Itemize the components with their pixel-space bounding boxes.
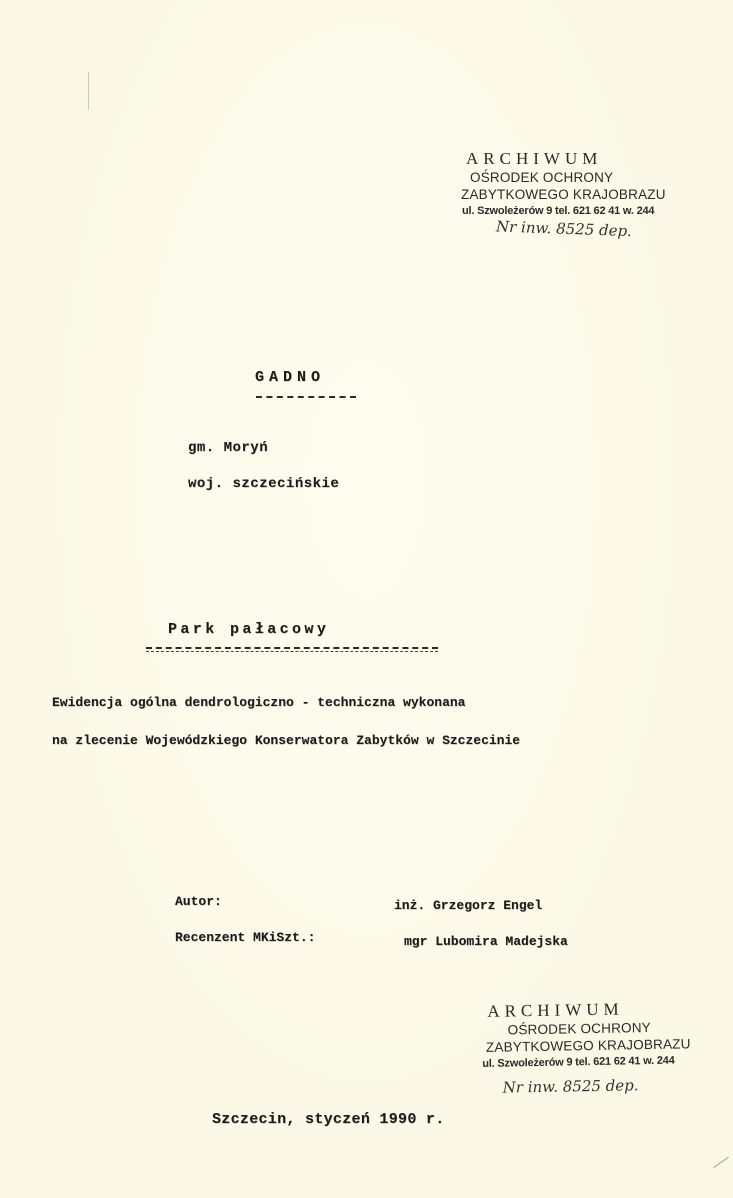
- stamp-line-1: OŚRODEK OCHRONY: [470, 170, 614, 185]
- stamp-line-2: ZABYTKOWEGO KRAJOBRAZU: [461, 187, 666, 202]
- document-title-underline: [146, 647, 438, 649]
- municipality: gm. Moryń: [188, 440, 269, 456]
- voivodeship: woj. szczecińskie: [188, 476, 340, 492]
- stamp-line-1: OŚRODEK OCHRONY: [507, 1020, 652, 1038]
- stamp-line-2: ZABYTKOWEGO KRAJOBRAZU: [485, 1036, 691, 1055]
- description-line-2: na zlecenie Wojewódzkiego Konserwatora Zabytków w Szczecinie: [52, 733, 521, 748]
- stamp-address: ul. Szwoleżerów 9 tel. 621 62 41 w. 244: [482, 1054, 675, 1070]
- author-label: Autor:: [175, 894, 222, 909]
- stamp-inventory-number: Nr inw. 8525 dep.: [495, 217, 633, 241]
- document-title-underline-second: [146, 651, 438, 652]
- scan-edge-mark: [88, 72, 89, 110]
- place-name-underline: [256, 396, 356, 398]
- stamp-inventory-number: Nr inw. 8525 dep.: [502, 1076, 639, 1097]
- scan-corner-mark: [713, 1157, 728, 1168]
- place-and-date: Szczecin, styczeń 1990 r.: [212, 1111, 445, 1128]
- document-title: Park pałacowy: [168, 621, 330, 638]
- reviewer-name: mgr Lubomira Madejska: [404, 934, 568, 949]
- reviewer-label: Recenzent MKiSzt.:: [175, 930, 316, 945]
- place-name: GADNO: [255, 369, 326, 386]
- stamp-title: ARCHIWUM: [466, 149, 603, 168]
- archive-stamp-top: [460, 149, 680, 239]
- author-name: inż. Grzegorz Engel: [394, 898, 543, 913]
- stamp-address: ul. Szwoleżerów 9 tel. 621 62 41 w. 244: [462, 205, 655, 217]
- description-line-1: Ewidencja ogólna dendrologiczno - techniczna wykonana: [52, 695, 466, 710]
- archive-stamp-bottom: [479, 998, 711, 1098]
- stamp-title: ARCHIWUM: [487, 999, 624, 1021]
